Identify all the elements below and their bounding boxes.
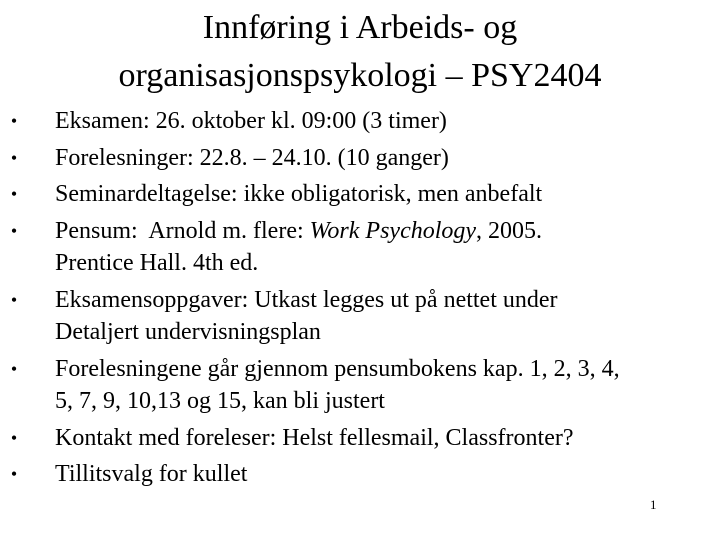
bullet-exam — [0, 105, 720, 138]
bullet-text: Tillitsvalg for kullet — [55, 461, 248, 487]
book-title: Work Psychology — [309, 217, 477, 244]
bullet-text: Kontakt med foreleser: Helst fellesmail, Classfronter? — [55, 424, 574, 451]
bullet-text — [55, 215, 720, 248]
bullet-lectures — [0, 142, 720, 175]
curriculum-suffix: , 2005. — [476, 217, 543, 244]
title-line-2: organisasjonspsykologi – PSY2404 — [118, 57, 602, 94]
bullet-text: Eksamensoppgaver: Utkast legges ut på nettet under — [55, 286, 558, 313]
bullet-icon: • — [10, 147, 18, 168]
bullet-exam-tasks — [0, 284, 720, 349]
bullet-representative — [0, 458, 720, 491]
bullet-text: Eksamen: 26. oktober kl. 09:00 (3 timer) — [55, 108, 447, 134]
curriculum-prefix: Pensum: Arnold m. flere: — [55, 217, 310, 244]
bullet-text-cont: Detaljert undervisningsplan — [55, 319, 321, 345]
bullet-icon: • — [10, 111, 18, 131]
title-line-1: Innføring i Arbeids- og — [202, 9, 518, 46]
bullet-contact — [0, 422, 720, 455]
bullet-icon: • — [10, 184, 18, 204]
bullet-icon: • — [10, 464, 18, 484]
bullet-text: Seminardeltagelse: ikke obligatorisk, men anbefalt — [55, 181, 543, 207]
bullet-text-cont: 5, 7, 9, 10,13 og 15, kan bli justert — [55, 388, 385, 414]
slide-title — [0, 4, 720, 100]
bullet-text: Forelesninger: 22.8. – 24.10. (10 ganger) — [55, 144, 449, 171]
bullet-text-cont: Prentice Hall. 4th ed. — [55, 250, 259, 276]
bullet-icon: • — [10, 427, 18, 448]
bullet-icon: • — [10, 358, 18, 379]
bullet-list — [0, 105, 720, 495]
bullet-seminar — [0, 178, 720, 211]
bullet-icon: • — [10, 220, 18, 241]
bullet-icon: • — [10, 289, 18, 310]
bullet-curriculum — [0, 215, 720, 280]
bullet-chapters — [0, 353, 720, 418]
page-number: 1 — [650, 497, 657, 512]
bullet-text: Forelesningene går gjennom pensumbokens kap. 1, 2, 3, 4, — [55, 355, 620, 382]
